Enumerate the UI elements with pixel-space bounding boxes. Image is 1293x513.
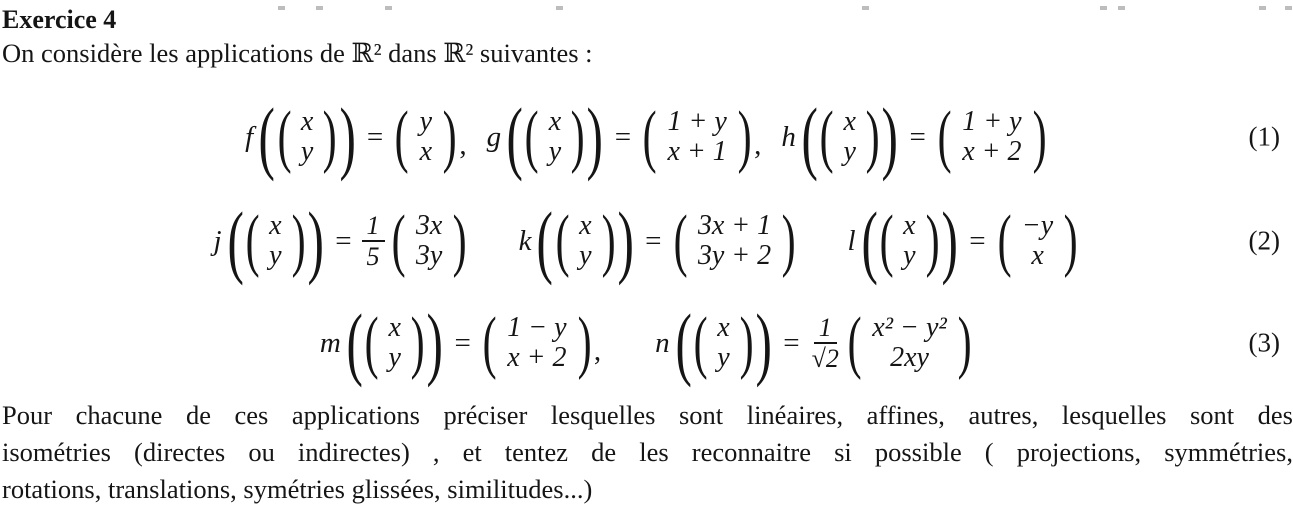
function-name-j: j	[213, 224, 222, 257]
paragraph-line-1: Pour chacune de ces applications préciser lesquelles sont linéaires, affines, autres, lesquelles sont des	[2, 400, 1293, 430]
inner-open-paren: (	[364, 304, 379, 381]
vector-entry-top: x	[548, 106, 562, 137]
fraction-denominator-sqrt: √2	[811, 344, 839, 373]
function-def-l	[847, 195, 1079, 286]
function-def-h	[781, 91, 1048, 182]
function-def-m	[319, 297, 602, 388]
argument-vector	[708, 313, 738, 373]
vector-entry-bottom: x + 2	[962, 136, 1022, 167]
equals-sign: =	[614, 120, 632, 153]
inner-open-paren: (	[277, 98, 292, 175]
inner-close-paren: )	[291, 202, 306, 279]
vector-entry-top: −y	[1021, 210, 1054, 241]
fraction-coefficient	[362, 211, 385, 271]
vector-entry-bottom: 3y	[415, 240, 443, 271]
equation-number-3: (3)	[1248, 327, 1280, 358]
inner-open-paren: (	[245, 202, 260, 279]
vector-entry-bottom: 3y + 2	[697, 240, 772, 271]
outer-open-paren: (	[861, 195, 878, 286]
clipped-previous-line-artifact	[556, 6, 563, 10]
vector-entry-top: x	[717, 312, 730, 343]
inner-open-paren: (	[819, 98, 834, 175]
result-close-paren: )	[442, 98, 457, 175]
exercise-document	[0, 6, 1293, 513]
result-close-paren: )	[957, 304, 972, 381]
equation-row-3	[0, 298, 1293, 388]
separator-comma: ,	[754, 129, 762, 161]
equals-sign: =	[645, 224, 662, 257]
result-open-paren: (	[997, 202, 1012, 279]
outer-open-paren: (	[226, 195, 244, 286]
equals-sign: =	[909, 120, 926, 153]
paragraph-line-2: isométries (directes ou indirectes) , et tentez de les reconnaitre si possible ( projections, symmétries,	[2, 437, 1293, 467]
function-def-k	[518, 195, 798, 286]
result-open-paren: (	[394, 98, 409, 175]
vector-entry-bottom: y	[579, 240, 592, 271]
vector-entry-bottom: y	[717, 342, 730, 373]
vector-entry-bottom: y	[903, 240, 916, 271]
equals-sign: =	[366, 120, 384, 153]
vector-entry-bottom: x + 1	[667, 136, 727, 167]
outer-open-paren: (	[258, 91, 276, 182]
fraction-coefficient	[810, 313, 841, 373]
clipped-previous-line-artifact	[862, 6, 869, 10]
result-vector	[689, 211, 780, 271]
clipped-previous-line-artifact	[1118, 6, 1125, 10]
inner-close-paren: )	[925, 202, 940, 279]
outer-close-paren: )	[339, 91, 356, 182]
outer-open-paren: (	[675, 297, 692, 388]
vector-entry-bottom: 2xy	[890, 342, 929, 373]
function-name-n: n	[655, 326, 670, 359]
equals-sign: =	[783, 326, 800, 359]
clipped-previous-line-artifact	[1285, 6, 1292, 10]
equals-sign: =	[969, 224, 986, 257]
clipped-previous-line-artifact	[1259, 6, 1266, 10]
outer-open-paren: (	[801, 91, 818, 182]
intro-sentence: On considère les applications de ℝ² dans ℝ² suivantes :	[2, 38, 593, 68]
inner-close-paren: )	[410, 304, 425, 381]
function-name-m: m	[319, 326, 341, 359]
vector-entry-bottom: x + 2	[507, 342, 567, 373]
result-open-paren: (	[673, 202, 688, 279]
outer-close-paren: )	[586, 91, 604, 182]
vector-entry-bottom: y	[269, 240, 282, 271]
outer-close-paren: )	[755, 297, 772, 388]
vector-entry-top: x	[269, 210, 282, 241]
argument-vector	[292, 107, 322, 167]
equation-number-1: (1)	[1248, 121, 1280, 152]
result-open-paren: (	[937, 98, 952, 175]
vector-entry-top: x	[579, 210, 592, 241]
result-vector	[863, 313, 956, 373]
function-name-h: h	[781, 120, 796, 153]
vector-entry-top: y	[419, 106, 433, 137]
inner-open-paren: (	[693, 304, 708, 381]
outer-open-paren: (	[506, 91, 523, 182]
result-close-paren: )	[781, 202, 796, 279]
outer-close-paren: )	[307, 195, 324, 286]
vector-entry-bottom: y	[843, 136, 856, 167]
vector-entry-top: x	[300, 106, 314, 137]
argument-vector	[379, 313, 409, 373]
vector-entry-top: x	[388, 312, 401, 343]
equals-sign: =	[454, 326, 471, 359]
inner-close-paren: )	[739, 304, 754, 381]
vector-entry-top: x² − y²	[872, 312, 947, 343]
function-name-l: l	[847, 224, 856, 257]
instructions-paragraph	[2, 397, 1293, 508]
outer-close-paren: )	[941, 195, 958, 286]
result-close-paren: )	[452, 202, 467, 279]
result-close-paren: )	[1063, 202, 1078, 279]
equation-row-2	[0, 196, 1293, 286]
vector-entry-top: 1 − y	[507, 312, 567, 343]
function-def-g	[486, 91, 762, 182]
vector-entry-bottom: y	[300, 136, 314, 167]
separator-comma: ,	[593, 335, 602, 367]
result-close-paren: )	[577, 304, 592, 381]
function-name-k: k	[518, 224, 532, 257]
fraction-numerator: 1	[814, 313, 837, 344]
inner-close-paren: )	[570, 98, 585, 175]
equation-row-1	[0, 92, 1293, 182]
argument-vector	[260, 211, 290, 271]
vector-entry-top: 3x	[415, 210, 443, 241]
result-vector	[953, 107, 1030, 167]
vector-entry-top: x	[843, 106, 856, 137]
function-def-n	[655, 297, 973, 388]
vector-entry-bottom: y	[388, 342, 401, 373]
result-vector	[658, 107, 735, 167]
clipped-previous-line-artifact	[385, 6, 392, 10]
vector-entry-top: x	[903, 210, 916, 241]
argument-vector	[540, 107, 570, 167]
separator-comma: ,	[459, 129, 467, 161]
inner-open-paren: (	[879, 202, 894, 279]
function-name-g: g	[486, 120, 502, 153]
vector-entry-top: 1 + y	[962, 106, 1022, 137]
result-open-paren: (	[847, 304, 862, 381]
result-close-paren: )	[1032, 98, 1047, 175]
outer-close-paren: )	[426, 297, 444, 388]
function-name-f: f	[245, 120, 254, 153]
result-vector	[498, 313, 575, 373]
result-vector	[1013, 211, 1062, 271]
vector-entry-bottom: y	[548, 136, 562, 167]
vector-entry-bottom: x	[1031, 240, 1044, 271]
function-def-f	[245, 91, 467, 182]
result-close-paren: )	[737, 98, 752, 175]
clipped-previous-line-artifact	[316, 6, 323, 10]
inner-open-paren: (	[525, 98, 540, 175]
exercise-title: Exercice 4	[2, 5, 117, 34]
inner-close-paren: )	[865, 98, 880, 175]
clipped-previous-line-artifact	[1100, 6, 1107, 10]
argument-vector	[570, 211, 600, 271]
fraction-denominator: 5	[366, 242, 380, 271]
result-open-paren: (	[642, 98, 657, 175]
vector-entry-bottom: x	[419, 136, 433, 167]
result-vector	[411, 107, 441, 167]
clipped-previous-line-artifact	[278, 6, 285, 10]
outer-close-paren: )	[617, 195, 634, 286]
outer-close-paren: )	[881, 91, 899, 182]
equals-sign: =	[335, 224, 352, 257]
result-vector	[407, 211, 451, 271]
argument-vector	[834, 107, 864, 167]
inner-close-paren: )	[601, 202, 616, 279]
inner-close-paren: )	[322, 98, 337, 175]
vector-entry-top: 1 + y	[667, 106, 727, 137]
function-def-j	[213, 195, 468, 286]
argument-vector	[894, 211, 924, 271]
vector-entry-top: 3x + 1	[697, 210, 772, 241]
result-open-paren: (	[482, 304, 497, 381]
equation-number-2: (2)	[1248, 225, 1280, 256]
outer-open-paren: (	[346, 297, 363, 388]
outer-open-paren: (	[536, 195, 554, 286]
fraction-numerator: 1	[362, 211, 385, 242]
paragraph-line-3: rotations, translations, symétries glissées, similitudes...)	[2, 474, 593, 504]
result-open-paren: (	[391, 202, 406, 279]
inner-open-paren: (	[555, 202, 570, 279]
